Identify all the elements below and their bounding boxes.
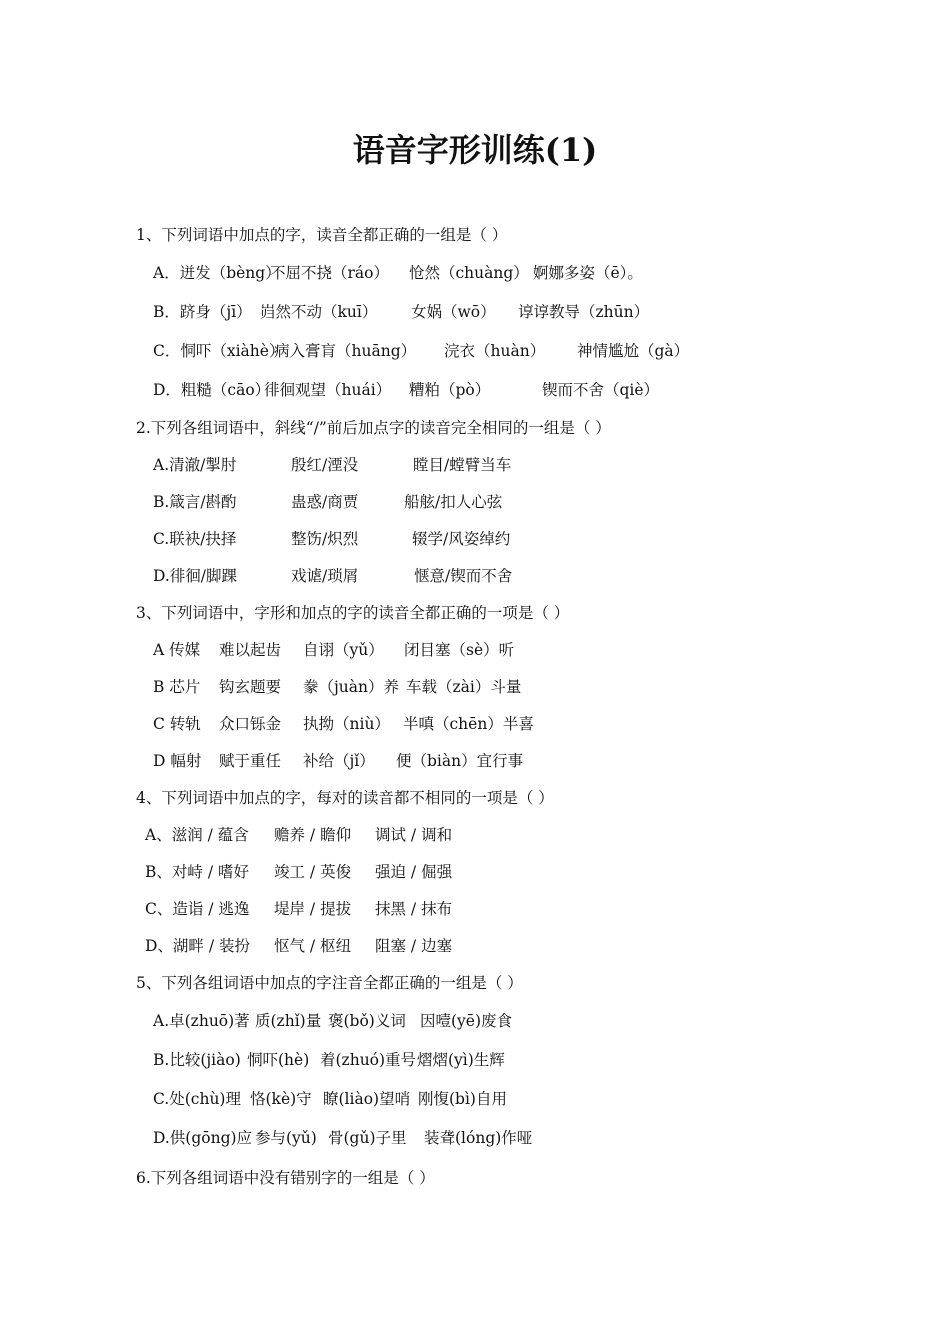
option-item: 质(zhǐ)量 xyxy=(255,1012,322,1030)
option-item: 执拗（niù） xyxy=(303,715,390,733)
question-stem: 4、下列词语中加点的字，每对的读音都不相同的一项是（ ） xyxy=(136,789,554,807)
option-item: D.供(gōng)应 xyxy=(153,1129,253,1147)
option-item: 辍学/风姿绰约 xyxy=(412,530,511,548)
option-item: A．迸发（bèng） xyxy=(153,264,281,282)
option-item: 蛊惑/商贾 xyxy=(291,493,359,511)
option-item: 神情尴尬（gà） xyxy=(577,342,690,360)
question-stem: 2.下列各组词语中，斜线“/”前后加点字的读音完全相同的一组是（ ） xyxy=(136,419,611,437)
option-item: 参与(yǔ) xyxy=(255,1129,317,1147)
page-title: 语音字形训练(1) xyxy=(352,131,598,169)
option-item: A.清澈/掣肘 xyxy=(153,456,237,474)
option-item: 阻塞 / 边塞 xyxy=(375,937,453,955)
option-item: 婀娜多姿（ē）。 xyxy=(533,264,643,282)
option-item: D、湖畔 / 装扮 xyxy=(145,937,251,955)
question-2 xyxy=(136,410,896,595)
option-c xyxy=(136,891,896,928)
option-item: D 幅射 xyxy=(153,752,202,770)
option-c xyxy=(136,332,896,371)
question-1 xyxy=(136,217,896,410)
option-item: B 芯片 xyxy=(153,678,201,696)
option-item: 豢（juàn）养 xyxy=(303,678,400,696)
option-item: A.卓(zhuō)著 xyxy=(153,1012,250,1030)
option-item: 钩玄题要 xyxy=(219,678,282,696)
question-6 xyxy=(136,1160,896,1197)
option-b xyxy=(136,669,896,706)
option-item: D．粗糙（cāo） xyxy=(153,381,271,399)
option-item: 闭目塞（sè）听 xyxy=(404,641,515,659)
option-item: 骨(gǔ)子里 xyxy=(328,1129,407,1147)
option-item: 殷红/湮没 xyxy=(291,456,359,474)
question-5 xyxy=(136,965,896,1158)
option-item: D.徘徊/脚踝 xyxy=(153,567,238,585)
option-item: 糟粕（pò） xyxy=(409,381,491,399)
option-item: 堤岸 / 提拔 xyxy=(274,900,352,918)
option-item: 刚愎(bì)自用 xyxy=(418,1090,507,1108)
option-item: 岿然不动（kuī） xyxy=(260,303,378,321)
question-list xyxy=(136,217,896,1197)
option-item: 因噎(yē)废食 xyxy=(420,1012,513,1030)
option-item: 徘徊观望（huái） xyxy=(264,381,392,399)
option-item: B、对峙 / 嗜好 xyxy=(145,863,249,881)
option-item: 怆然（chuàng） xyxy=(409,264,529,282)
option-item: 整饬/炽烈 xyxy=(291,530,359,548)
option-item: 谆谆教导（zhūn） xyxy=(518,303,650,321)
question-3 xyxy=(136,595,896,780)
option-a xyxy=(136,447,896,484)
option-item: B.比较(jiào) xyxy=(153,1051,241,1069)
option-item: B．跻身（jī） xyxy=(153,303,252,321)
option-item: B.箴言/斟酌 xyxy=(153,493,237,511)
question-stem: 5、下列各组词语中加点的字注音全都正确的一组是（ ） xyxy=(136,974,523,992)
option-b xyxy=(136,484,896,521)
option-a xyxy=(136,254,896,293)
option-item: C.处(chù)理 xyxy=(153,1090,241,1108)
option-a xyxy=(136,1002,896,1041)
option-item: C、造诣 / 逃逸 xyxy=(145,900,250,918)
option-c xyxy=(136,521,896,558)
option-item: 赋于重任 xyxy=(219,752,282,770)
option-item: 难以起齿 xyxy=(219,641,282,659)
option-item: 瞠目/螳臂当车 xyxy=(413,456,512,474)
question-stem: 6.下列各组词语中没有错别字的一组是（ ） xyxy=(136,1169,435,1187)
option-item: 车载（zài）斗量 xyxy=(406,678,522,696)
option-item: 熠熠(yì)生辉 xyxy=(417,1051,505,1069)
option-b xyxy=(136,293,896,332)
option-item: 褒(bǒ)义词 xyxy=(328,1012,406,1030)
option-c xyxy=(136,706,896,743)
option-item: 怄气 / 枢纽 xyxy=(274,937,352,955)
option-item: 补给（jǐ） xyxy=(303,752,375,770)
option-d xyxy=(136,558,896,595)
question-stem: 3、下列词语中，字形和加点的字的读音全都正确的一项是（ ） xyxy=(136,604,570,622)
option-item: A、滋润 / 蕴含 xyxy=(145,826,249,844)
option-d xyxy=(136,928,896,965)
option-a xyxy=(136,817,896,854)
option-item: 着(zhuó)重号 xyxy=(320,1051,417,1069)
question-4 xyxy=(136,780,896,965)
option-item: 惬意/锲而不舍 xyxy=(414,567,513,585)
option-item: C．恫吓（xiàhè） xyxy=(153,342,285,360)
option-item: 抹黑 / 抹布 xyxy=(375,900,453,918)
question-stem: 1、下列词语中加点的字，读音全都正确的一组是（ ） xyxy=(136,226,508,244)
option-item: A 传媒 xyxy=(153,641,201,659)
option-item: 瞭(liào)望哨 xyxy=(323,1090,411,1108)
option-d xyxy=(136,743,896,780)
option-item: 装聋(lóng)作哑 xyxy=(424,1129,533,1147)
option-a xyxy=(136,632,896,669)
option-item: 病入膏肓（huāng） xyxy=(274,342,417,360)
option-item: 锲而不舍（qiè） xyxy=(542,381,660,399)
option-item: 强迫 / 倔强 xyxy=(375,863,453,881)
option-item: 女娲（wō） xyxy=(411,303,496,321)
option-item: 半嗔（chēn）半喜 xyxy=(403,715,534,733)
option-item: 戏谑/琐屑 xyxy=(291,567,359,585)
option-item: 竣工 / 英俊 xyxy=(274,863,352,881)
option-item: 船舷/扣人心弦 xyxy=(404,493,503,511)
option-b xyxy=(136,1041,896,1080)
option-item: 自诩（yǔ） xyxy=(303,641,384,659)
option-item: 不屈不挠（ráo） xyxy=(270,264,389,282)
option-b xyxy=(136,854,896,891)
option-item: C 转轨 xyxy=(153,715,201,733)
option-item: 浣衣（huàn） xyxy=(444,342,546,360)
option-item: 恫吓(hè) xyxy=(247,1051,310,1069)
option-d xyxy=(136,371,896,410)
option-item: 调试 / 调和 xyxy=(375,826,453,844)
option-d xyxy=(136,1119,896,1158)
option-item: 便（biàn）宜行事 xyxy=(396,752,524,770)
option-c xyxy=(136,1080,896,1119)
option-item: C.联袂/抉择 xyxy=(153,530,237,548)
option-item: 恪(kè)守 xyxy=(250,1090,312,1108)
option-item: 赡养 / 瞻仰 xyxy=(274,826,352,844)
option-item: 众口铄金 xyxy=(219,715,282,733)
